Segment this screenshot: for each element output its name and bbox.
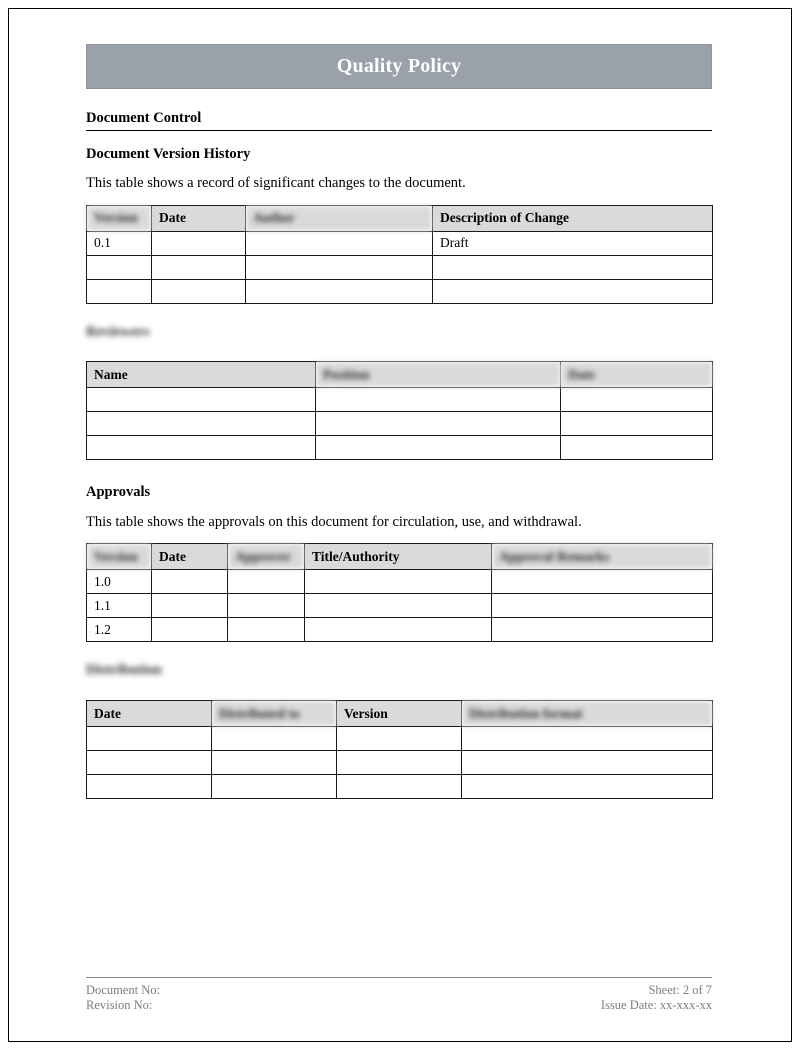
col-header-author: Author	[246, 205, 433, 231]
cell-name	[87, 388, 316, 412]
cell-version: 1.2	[87, 618, 152, 642]
table-row	[87, 570, 713, 594]
cell-approval-remarks	[492, 594, 713, 618]
approvals-intro-text: This table shows the approvals on this document for circulation, use, and withdrawal.	[86, 514, 582, 531]
footer-sheet-number: Sheet: 2 of 7	[648, 983, 712, 997]
table-row	[87, 751, 713, 775]
cell-author	[246, 231, 433, 255]
cell-approver	[228, 594, 305, 618]
table-row	[87, 412, 713, 436]
cell-date	[152, 594, 228, 618]
table-row	[87, 727, 713, 751]
cell-version	[337, 727, 462, 751]
col-header-approver: Approver	[228, 544, 305, 570]
heading-document-control: Document Control	[86, 110, 712, 131]
cell-date	[152, 255, 246, 279]
cell-version	[337, 751, 462, 775]
cell-position	[316, 412, 561, 436]
cell-version: 1.0	[87, 570, 152, 594]
cell-approver	[228, 570, 305, 594]
page-footer	[86, 977, 712, 1013]
cell-distributed-to	[212, 751, 337, 775]
col-header-name: Name	[87, 362, 316, 388]
cell-distribution-format	[462, 751, 713, 775]
cell-version: 1.1	[87, 594, 152, 618]
approvals-table	[86, 543, 713, 642]
col-header-position: Position	[316, 362, 561, 388]
cell-position	[316, 388, 561, 412]
cell-date	[152, 231, 246, 255]
footer-row-bottom	[86, 998, 712, 1013]
cell-description	[433, 255, 713, 279]
col-header-approval-remarks: Approval Remarks	[492, 544, 713, 570]
cell-date	[152, 618, 228, 642]
document-page	[8, 8, 792, 1042]
cell-approver	[228, 618, 305, 642]
heading-reviewers: Reviewers	[86, 323, 150, 340]
cell-version	[87, 255, 152, 279]
footer-revision-no: Revision No:	[86, 997, 153, 1012]
cell-position	[316, 436, 561, 460]
table-header-row	[87, 205, 713, 231]
cell-distributed-to	[212, 727, 337, 751]
cell-distribution-format	[462, 727, 713, 751]
footer-issue-date: Issue Date: xx-xxx-xx	[600, 997, 712, 1012]
cell-date	[152, 570, 228, 594]
heading-approvals: Approvals	[86, 484, 151, 501]
cell-version: 0.1	[87, 231, 152, 255]
table-header-row	[87, 362, 713, 388]
table-row	[87, 279, 713, 303]
table-row	[87, 388, 713, 412]
document-body	[86, 44, 712, 799]
cell-author	[246, 255, 433, 279]
cell-date	[152, 279, 246, 303]
version-history-table	[86, 205, 713, 304]
reviewers-table	[86, 361, 713, 460]
document-title-banner	[86, 44, 712, 89]
table-row	[87, 231, 713, 255]
col-header-date: Date	[87, 701, 212, 727]
table-row	[87, 255, 713, 279]
cell-title-authority	[305, 594, 492, 618]
col-header-description-of-change: Description of Change	[433, 205, 713, 231]
table-row	[87, 618, 713, 642]
footer-document-no: Document No:	[86, 983, 160, 997]
cell-approval-remarks	[492, 570, 713, 594]
version-history-intro-text: This table shows a record of significant changes to the document.	[86, 175, 466, 192]
col-header-version: Version	[337, 701, 462, 727]
cell-name	[87, 412, 316, 436]
table-row	[87, 594, 713, 618]
col-header-date: Date	[152, 205, 246, 231]
col-header-date: Date	[561, 362, 713, 388]
cell-title-authority	[305, 570, 492, 594]
footer-row-top	[86, 983, 712, 998]
col-header-title-authority: Title/Authority	[305, 544, 492, 570]
col-header-distributed-to: Distributed to	[212, 701, 337, 727]
cell-distribution-format	[462, 775, 713, 799]
cell-title-authority	[305, 618, 492, 642]
cell-date	[87, 727, 212, 751]
cell-version	[337, 775, 462, 799]
cell-name	[87, 436, 316, 460]
cell-date	[561, 412, 713, 436]
cell-version	[87, 279, 152, 303]
table-row	[87, 775, 713, 799]
cell-date	[561, 436, 713, 460]
col-header-version: Version	[87, 205, 152, 231]
cell-date	[561, 388, 713, 412]
heading-distribution: Distribution	[86, 662, 162, 679]
col-header-version: Version	[87, 544, 152, 570]
cell-approval-remarks	[492, 618, 713, 642]
cell-distributed-to	[212, 775, 337, 799]
col-header-date: Date	[152, 544, 228, 570]
cell-description: Draft	[433, 231, 713, 255]
col-header-distribution-format: Distribution format	[462, 701, 713, 727]
table-header-row	[87, 701, 713, 727]
cell-date	[87, 751, 212, 775]
cell-description	[433, 279, 713, 303]
page-title: Quality Policy	[336, 55, 462, 77]
cell-author	[246, 279, 433, 303]
table-row	[87, 436, 713, 460]
table-header-row	[87, 544, 713, 570]
distribution-table	[86, 700, 713, 799]
heading-document-version-history: Document Version History	[86, 145, 251, 162]
cell-date	[87, 775, 212, 799]
